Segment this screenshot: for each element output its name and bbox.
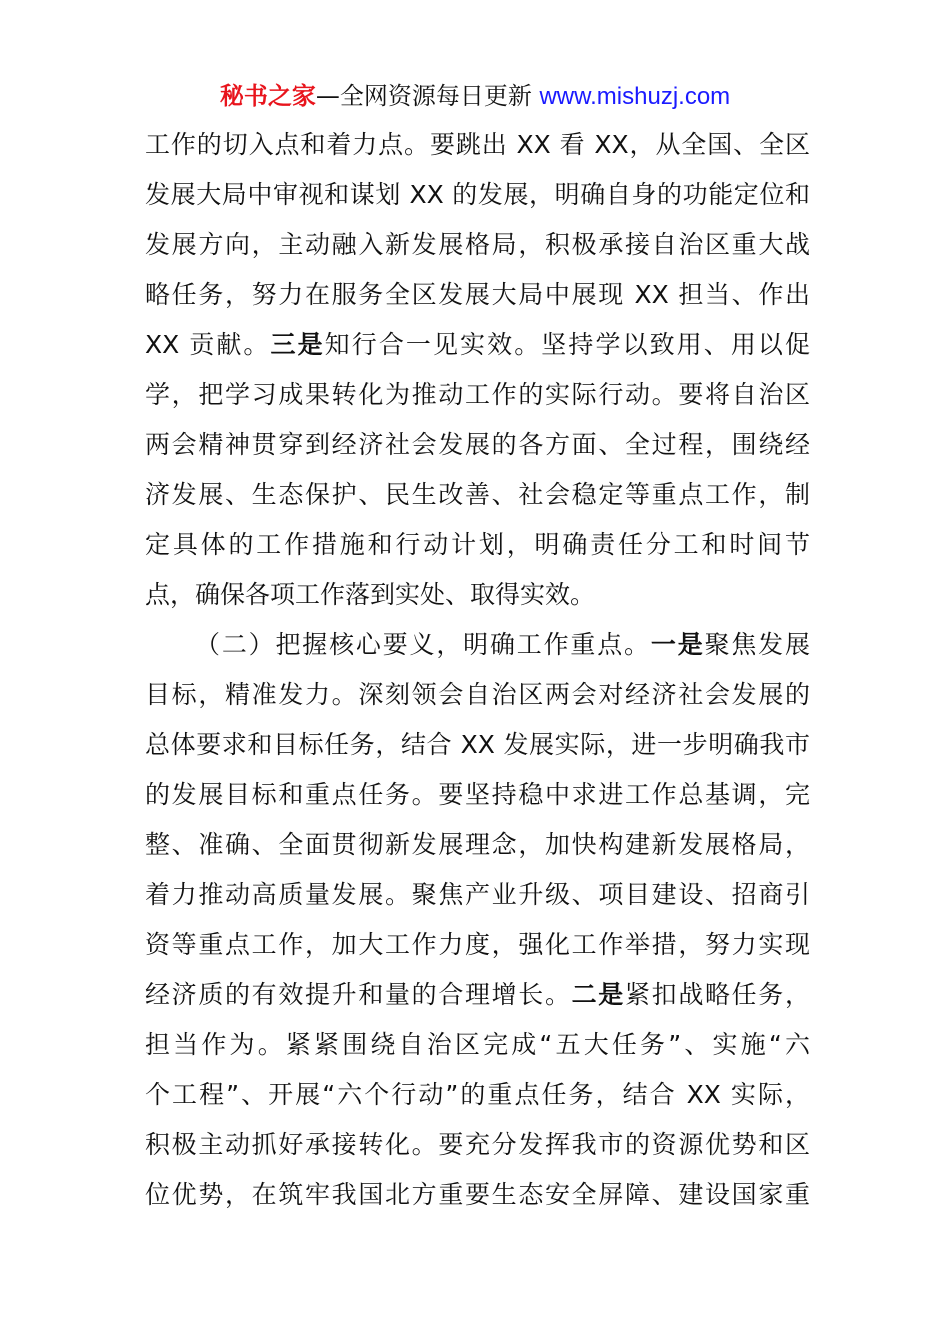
text-segment: 发展方向，主动融入新发展格局，积极承接自治区重大战 [145,230,810,259]
text-segment: （二）把握核心要义，明确工作重点。 [195,630,651,659]
text-segment: 知行合一见实效。坚持学以致用、用以促 [324,330,810,359]
text-segment: 总体要求和目标任务，结合 XX 发展实际，进一步明确我市 [145,730,810,759]
text-line [145,470,810,520]
text-line [145,1020,810,1070]
text-segment: 的发展目标和重点任务。要坚持稳中求进工作总基调，完 [145,780,810,809]
text-line [145,170,810,220]
text-segment: 发展大局中审视和谋划 XX 的发展，明确自身的功能定位和 [145,180,810,209]
bold-keyword: 三是 [270,330,325,359]
text-segment: 紧扣战略任务， [624,980,810,1009]
text-segment: 经济质的有效提升和量的合理增长。 [145,980,572,1009]
site-header [0,80,950,113]
text-line [145,1070,810,1120]
site-url-link[interactable]: www.mishuzj.com [539,83,731,110]
text-segment: 个工程”、开展“六个行动”的重点任务，结合 XX 实际， [145,1080,810,1109]
text-segment: 位优势，在筑牢我国北方重要生态安全屏障、建设国家重 [145,1180,810,1209]
bold-keyword: 一是 [650,630,705,659]
text-segment: 目标，精准发力。深刻领会自治区两会对经济社会发展的 [145,680,810,709]
text-line [145,120,810,170]
text-line [145,270,810,320]
text-line [145,420,810,470]
text-line [145,770,810,820]
text-line [145,620,810,670]
site-tagline: —全网资源每日更新 [315,82,540,110]
text-line [145,820,810,870]
text-segment: 两会精神贯穿到经济社会发展的各方面、全过程，围绕经 [145,430,810,459]
text-segment: 定具体的工作措施和行动计划，明确责任分工和时间节 [145,530,810,559]
text-line [145,570,810,620]
text-segment: 担当作为。紧紧围绕自治区完成“五大任务”、实施“六 [145,1030,810,1059]
text-line [145,870,810,920]
text-line [145,720,810,770]
text-segment: 工作的切入点和着力点。要跳出 XX 看 XX，从全国、全区 [145,130,810,159]
text-line [145,220,810,270]
bold-keyword: 二是 [571,980,625,1009]
text-line [145,320,810,370]
text-line [145,1170,810,1220]
text-line [145,370,810,420]
text-line [145,920,810,970]
site-brand: 秘书之家 [219,82,316,110]
text-segment: 点，确保各项工作落到实处、取得实效。 [145,580,596,609]
text-segment: XX 贡献。 [145,330,271,359]
text-segment: 资等重点工作，加大工作力度，强化工作举措，努力实现 [145,930,810,959]
text-line [145,970,810,1020]
text-segment: 济发展、生态保护、民生改善、社会稳定等重点工作，制 [145,480,810,509]
document-body [145,120,810,1220]
text-segment: 略任务，努力在服务全区发展大局中展现 XX 担当、作出 [145,280,810,309]
text-segment: 聚焦发展 [704,630,810,659]
text-line [145,520,810,570]
text-segment: 整、准确、全面贯彻新发展理念，加快构建新发展格局， [145,830,810,859]
text-line [145,1120,810,1170]
text-segment: 着力推动高质量发展。聚焦产业升级、项目建设、招商引 [145,880,810,909]
text-line [145,670,810,720]
text-segment: 学，把学习成果转化为推动工作的实际行动。要将自治区 [145,380,810,409]
text-segment: 积极主动抓好承接转化。要充分发挥我市的资源优势和区 [145,1130,810,1159]
